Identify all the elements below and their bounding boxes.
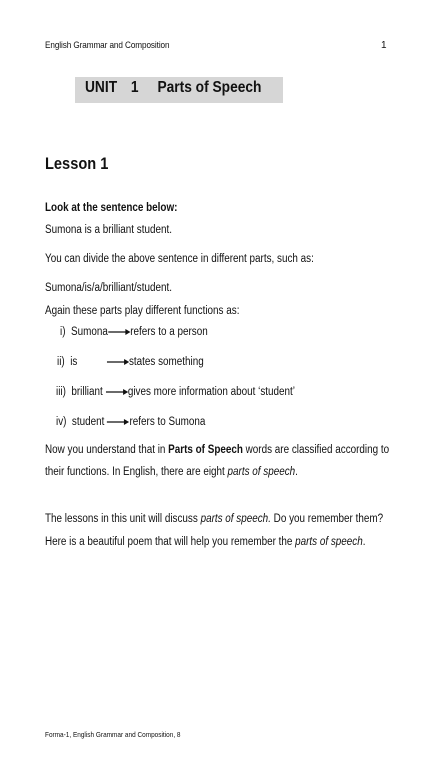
arrow-right-icon bbox=[108, 328, 130, 336]
example-sentence: Sumona is a brilliant student. bbox=[45, 224, 172, 236]
divided-sentence: Sumona/is/a/brilliant/student. bbox=[45, 282, 172, 294]
list-item-number: ii) bbox=[57, 356, 65, 368]
arrow-right-icon bbox=[107, 358, 129, 366]
look-heading: Look at the sentence below: bbox=[45, 202, 178, 214]
paragraph-1-line-1 bbox=[45, 444, 389, 456]
unit-title bbox=[85, 79, 261, 97]
text-span: . bbox=[362, 536, 366, 548]
text-span: Do you remember them? bbox=[270, 513, 384, 525]
list-item bbox=[56, 386, 295, 398]
footer-text: Forma-1, English Grammar and Composition, 8 bbox=[45, 730, 181, 739]
unit-number: 1 bbox=[130, 79, 139, 96]
unit-label: UNIT bbox=[85, 79, 118, 96]
list-item bbox=[57, 356, 204, 368]
text-span: The lessons in this unit will discuss bbox=[45, 513, 201, 525]
italic-term: parts of speech. bbox=[200, 513, 271, 525]
list-item bbox=[56, 416, 205, 428]
arrow-right-icon bbox=[105, 388, 127, 396]
text-span: Here is a beautiful poem that will help you remember the bbox=[45, 536, 296, 548]
divide-text: You can divide the above sentence in different parts, such as: bbox=[45, 253, 314, 265]
list-item-word: Sumona bbox=[70, 326, 108, 338]
list-item-number: iv) bbox=[56, 416, 67, 428]
page-number: 1 bbox=[381, 40, 387, 51]
list-item-number: i) bbox=[60, 326, 66, 338]
list-item-function: refers to Sumona bbox=[129, 416, 206, 428]
list-item-function: gives more information about ‘student’ bbox=[127, 386, 295, 398]
unit-name: Parts of Speech bbox=[157, 79, 262, 96]
arrow-right-icon bbox=[107, 418, 129, 426]
again-text: Again these parts play different functions as: bbox=[45, 305, 240, 317]
list-item-word: is bbox=[70, 356, 78, 368]
text-span: Now you understand that in bbox=[45, 444, 169, 456]
list-item-word: student bbox=[71, 416, 105, 428]
paragraph-1-line-2 bbox=[45, 466, 298, 478]
bold-term: Parts of Speech bbox=[168, 444, 243, 456]
paragraph-2-line-1 bbox=[45, 513, 383, 525]
list-item bbox=[60, 326, 208, 338]
list-item-number: iii) bbox=[56, 386, 66, 398]
text-span: . bbox=[295, 466, 298, 478]
lesson-title: Lesson 1 bbox=[45, 154, 109, 173]
text-span: words are classified according to bbox=[242, 444, 390, 456]
italic-term: parts of speech bbox=[227, 466, 296, 478]
list-item-word: brilliant bbox=[71, 386, 103, 398]
text-span: their functions. In English, there are eight bbox=[45, 466, 228, 478]
list-item-function: states something bbox=[128, 356, 204, 368]
running-header-title: English Grammar and Composition bbox=[45, 40, 170, 51]
paragraph-2-line-2 bbox=[45, 536, 366, 548]
list-item-function: refers to a person bbox=[130, 326, 208, 338]
italic-term: parts of speech bbox=[295, 536, 363, 548]
